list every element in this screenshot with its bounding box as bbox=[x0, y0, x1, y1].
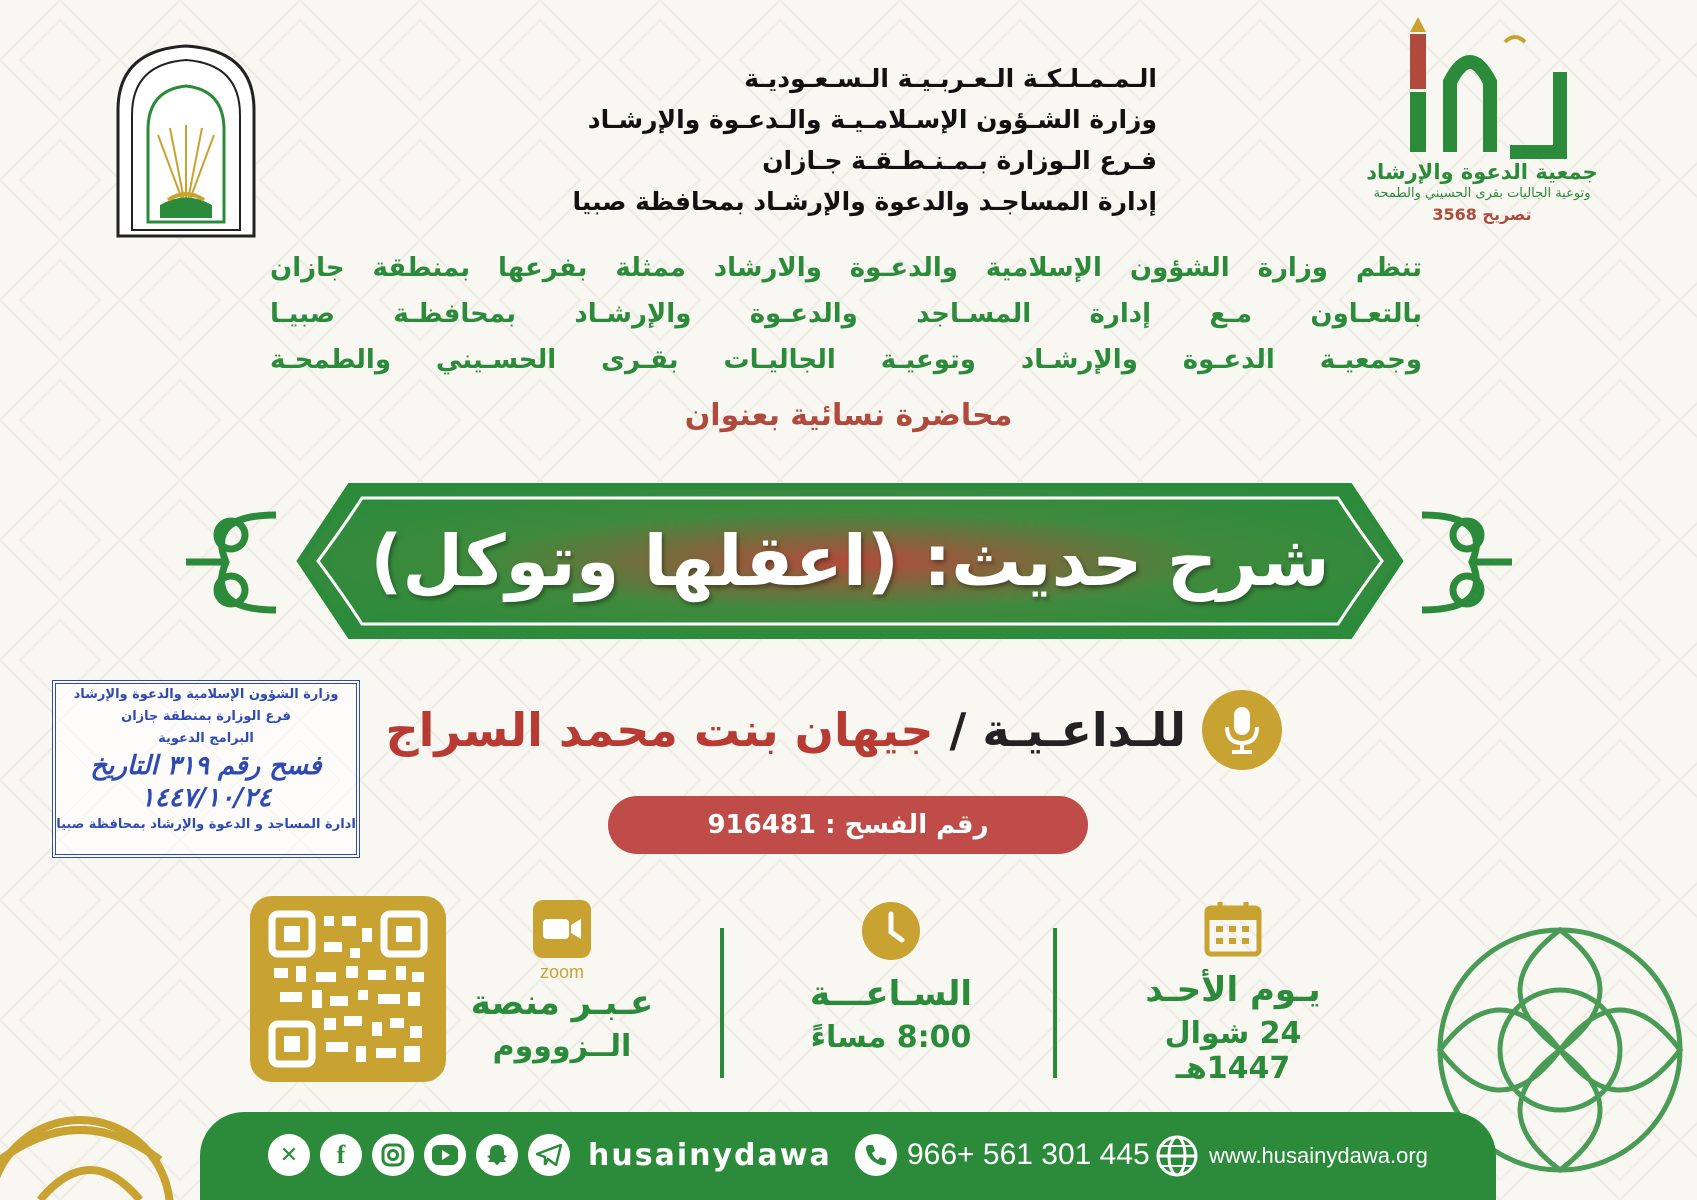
info-platform bbox=[437, 900, 687, 1064]
intro-paragraph bbox=[270, 245, 1422, 383]
ministry-logo bbox=[108, 40, 264, 240]
header-line-3: فـرع الـوزارة بـمـنـطـقـة جـازان bbox=[762, 146, 1157, 175]
platform-name: الــزوووم bbox=[492, 1029, 632, 1064]
lecture-subtitle: محاضرة نسائية بعنوان bbox=[684, 398, 1013, 433]
info-time bbox=[766, 900, 1016, 1055]
association-subtitle: وتوعية الجاليات بقرى الحسيني والطمحة bbox=[1373, 186, 1591, 201]
zoom-icon bbox=[533, 900, 591, 958]
stamp-line-3: البرامج الدعوية bbox=[158, 731, 254, 746]
zoom-label: zoom bbox=[539, 962, 584, 982]
info-day bbox=[1108, 900, 1358, 1086]
stamp-line-4: ادارة المساجد و الدعوة والإرشاد بمحافظة صبيا bbox=[56, 817, 356, 832]
telegram-icon[interactable] bbox=[528, 1134, 570, 1176]
phone-number[interactable]: 966+ 561 301 445 bbox=[907, 1138, 1150, 1171]
speaker-row bbox=[385, 690, 1282, 770]
day-date: 24 شوال 1447هـ bbox=[1164, 1016, 1302, 1086]
website-item[interactable] bbox=[1155, 1134, 1428, 1178]
header-line-2: وزارة الشـؤون الإسـلامـيـة والـدعـوة والإرشـاد bbox=[587, 105, 1157, 134]
header-line-1: الـمـمـلـكـة الـعـربـيـة الـسـعـوديـة bbox=[744, 64, 1157, 93]
association-license: تصريح 3568 bbox=[1432, 205, 1532, 224]
phone-item[interactable] bbox=[855, 1134, 1150, 1176]
divider bbox=[720, 928, 724, 1078]
speaker-name: جيهان بنت محمد السراج bbox=[385, 703, 934, 757]
time-value: 8:00 مساءً bbox=[810, 1020, 972, 1055]
instagram-icon[interactable] bbox=[372, 1134, 414, 1176]
ornament-left bbox=[186, 495, 282, 630]
government-header bbox=[537, 58, 1157, 222]
x-icon[interactable]: ✕ bbox=[268, 1134, 310, 1176]
time-label: السـاعـــة bbox=[809, 974, 973, 1014]
social-row bbox=[268, 1134, 832, 1176]
phone-icon bbox=[855, 1134, 897, 1176]
intro-line-2: بالتعـاون مـع إدارة المسـاجد والدعـوة والإرشـاد بمحافظـة صبيـا bbox=[270, 299, 1422, 329]
association-name: جمعية الدعوة والإرشاد bbox=[1366, 160, 1598, 184]
youtube-icon[interactable] bbox=[424, 1134, 466, 1176]
stamp-number: فسح رقم ٣١٩ التاريخ ١٤٤٧/١٠/٢٤ bbox=[90, 751, 322, 813]
stamp-line-1: وزارة الشؤون الإسلامية والدعوة والإرشاد bbox=[73, 687, 339, 702]
snapchat-icon[interactable] bbox=[476, 1134, 518, 1176]
association-name-block bbox=[1362, 160, 1602, 224]
official-stamp bbox=[52, 680, 360, 858]
platform-label: عـبـر منصة bbox=[470, 983, 654, 1023]
mic-icon bbox=[1202, 690, 1282, 770]
ornament-right bbox=[1416, 495, 1512, 630]
calendar-icon bbox=[1204, 900, 1262, 958]
header-line-4: إدارة المساجـد والدعوة والإرشـاد بمحافظة صبيا bbox=[572, 187, 1157, 216]
clock-icon bbox=[860, 900, 922, 962]
qr-code[interactable] bbox=[250, 896, 446, 1082]
stamp-line-2: فرع الوزارة بمنطقة جازان bbox=[121, 709, 291, 724]
speaker-prefix: للـداعـيـة / bbox=[949, 703, 1186, 757]
permit-number: رقم الفسح : 916481 bbox=[608, 796, 1088, 854]
intro-line-3: وجمعيـة الدعـوة والإرشـاد وتوعيـة الجاليـات بقـرى الحسـيني والطمحـة bbox=[270, 345, 1422, 375]
divider bbox=[1053, 928, 1057, 1078]
decorative-arabesque-left bbox=[0, 1060, 220, 1200]
facebook-icon[interactable]: f bbox=[320, 1134, 362, 1176]
day-label: يـوم الأحـد bbox=[1145, 970, 1321, 1010]
speaker-label bbox=[385, 703, 1186, 757]
association-logo bbox=[1390, 12, 1590, 162]
globe-icon bbox=[1155, 1134, 1199, 1178]
social-handle[interactable]: husainydawa bbox=[588, 1137, 832, 1173]
intro-line-1: تنظم وزارة الشؤون الإسلامية والدعـوة والارشاد ممثلة بفرعها بمنطقة جازان bbox=[270, 253, 1422, 283]
website-link[interactable]: www.husainydawa.org bbox=[1209, 1143, 1428, 1168]
lecture-title: شرح حديث: (اعقلها وتوكل) bbox=[370, 520, 1330, 602]
